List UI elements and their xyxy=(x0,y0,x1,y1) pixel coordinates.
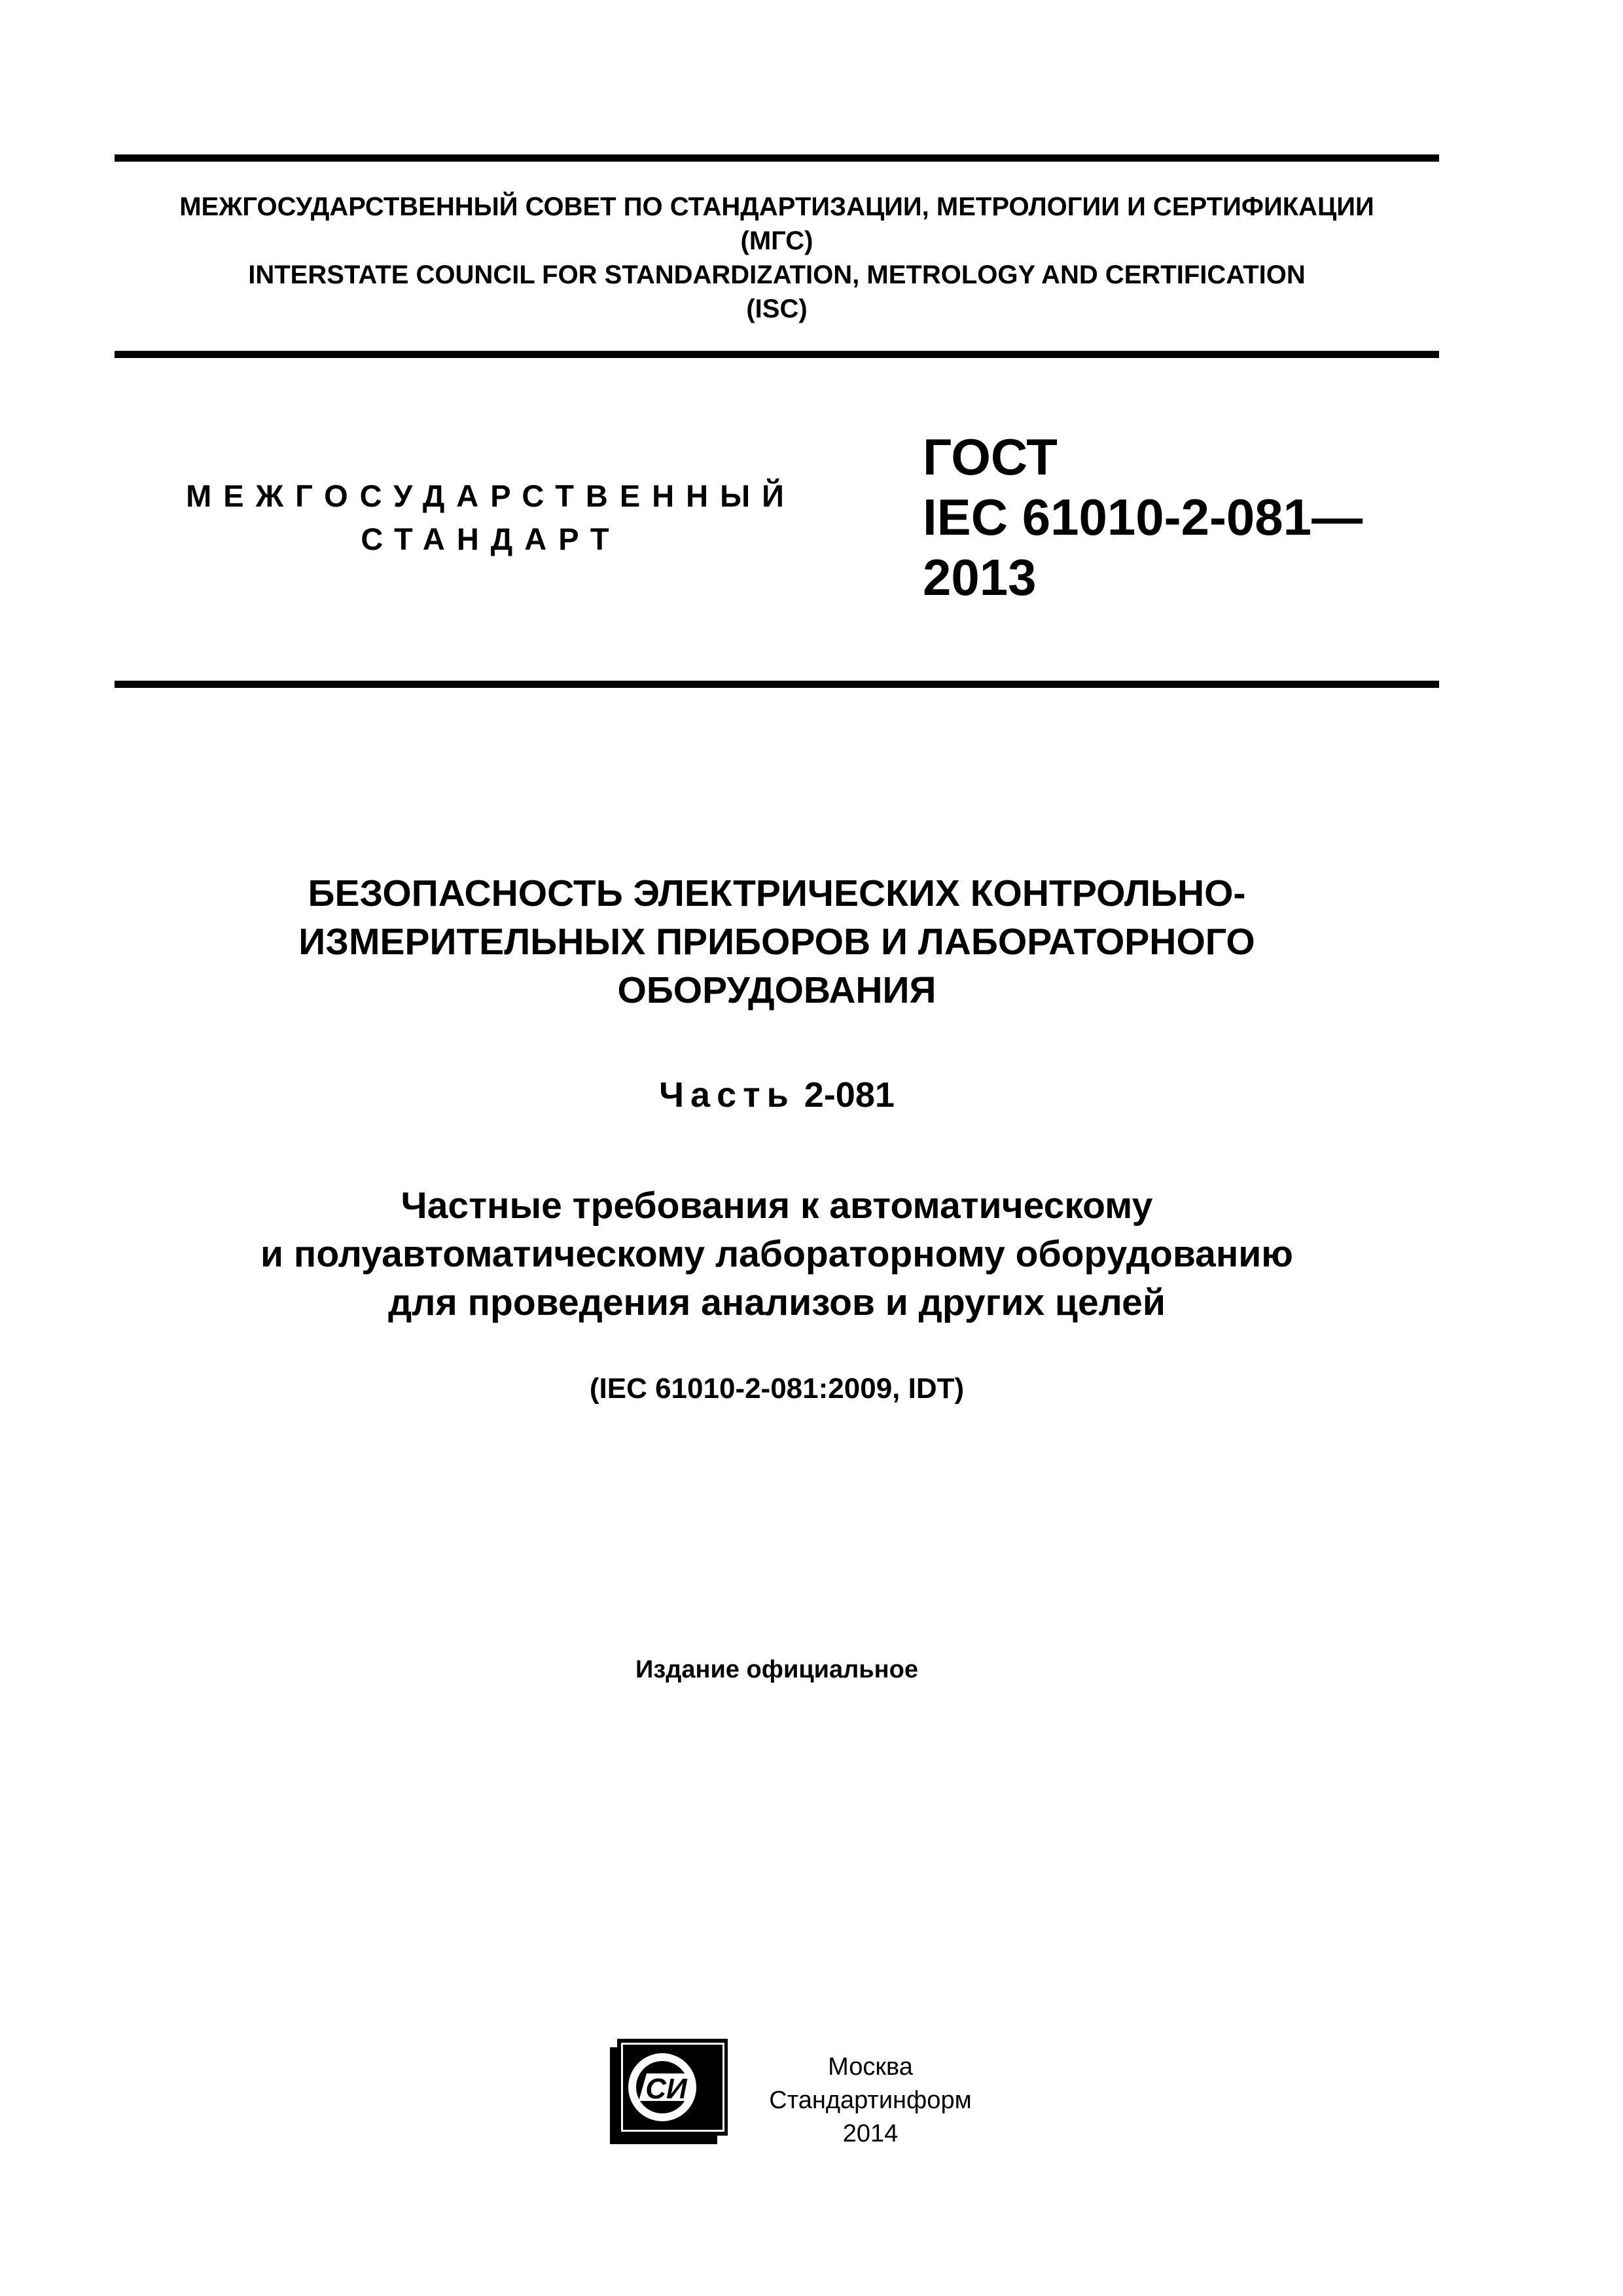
imprint xyxy=(743,2051,998,2151)
designation-line3: 2013 xyxy=(923,548,1037,606)
document-title xyxy=(115,869,1439,1014)
council-name-ru: МЕЖГОСУДАРСТВЕННЫЙ СОВЕТ ПО СТАНДАРТИЗАЦИИ, МЕТРОЛОГИИ И СЕРТИФИКАЦИИ xyxy=(179,192,1374,221)
designation-divider xyxy=(115,681,1439,688)
header-divider xyxy=(115,351,1439,358)
imprint-publisher: Стандартинформ xyxy=(769,2087,972,2114)
standard-designation xyxy=(923,427,1363,607)
logo-lettering: СИ xyxy=(645,2073,687,2105)
subtitle-line3: для проведения анализов и других целей xyxy=(388,1282,1166,1323)
council-name-en: INTERSTATE COUNCIL FOR STANDARDIZATION, METROLOGY AND CERTIFICATION xyxy=(248,260,1306,289)
council-abbr-ru: (МГС) xyxy=(740,226,813,255)
council-header xyxy=(115,190,1439,326)
subtitle-line1: Частные требования к автоматическому xyxy=(401,1185,1153,1227)
identity-reference: (IEC 61010-2-081:2009, IDT) xyxy=(589,1372,965,1405)
part-heading xyxy=(115,1073,1439,1117)
standartinform-logo xyxy=(607,2036,728,2147)
title-line1: БЕЗОПАСНОСТЬ ЭЛЕКТРИЧЕСКИХ КОНТРОЛЬНО- xyxy=(308,872,1246,914)
designation-line2: IEC 61010-2-081— xyxy=(923,488,1363,546)
standard-kind-line2: СТАНДАРТ xyxy=(361,522,621,556)
subtitle-line2: и полуавтоматическому лабораторному оборудованию xyxy=(260,1233,1293,1275)
part-number: 2-081 xyxy=(804,1075,895,1115)
part-label: Часть xyxy=(659,1075,795,1115)
designation-line1: ГОСТ xyxy=(923,428,1058,486)
council-abbr-en: (ISC) xyxy=(746,295,808,323)
edition-note: Издание официальное xyxy=(635,1656,918,1683)
standard-kind xyxy=(164,475,818,561)
imprint-year: 2014 xyxy=(842,2120,899,2147)
standard-kind-line1: МЕЖГОСУДАРСТВЕННЫЙ xyxy=(186,478,796,513)
imprint-city: Москва xyxy=(828,2053,913,2081)
title-line3: ОБОРУДОВАНИЯ xyxy=(617,969,936,1011)
document-subtitle xyxy=(115,1181,1439,1327)
top-divider xyxy=(115,154,1439,162)
title-line2: ИЗМЕРИТЕЛЬНЫХ ПРИБОРОВ И ЛАБОРАТОРНОГО xyxy=(298,921,1255,963)
